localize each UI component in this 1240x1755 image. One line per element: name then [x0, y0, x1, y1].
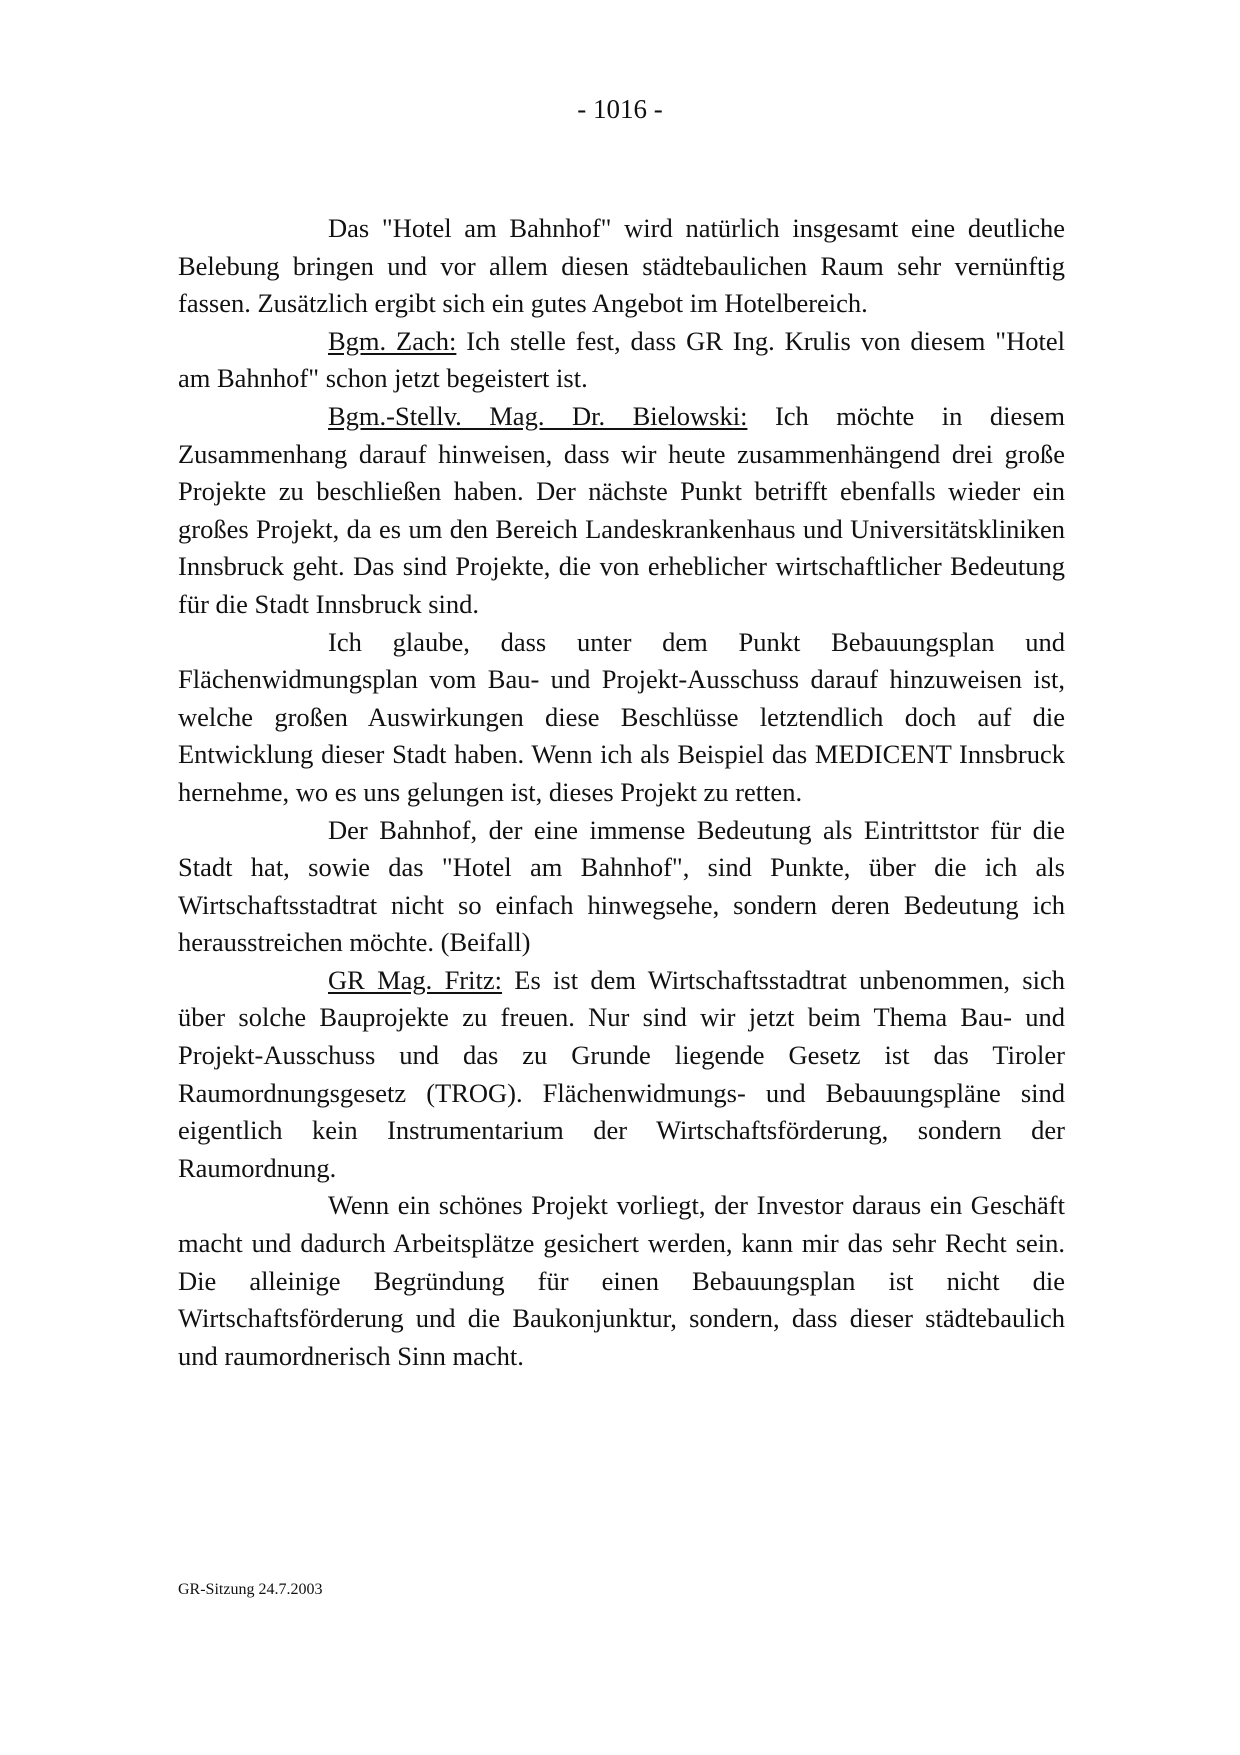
- paragraph-text: Wenn ein schönes Projekt vorliegt, der Investor daraus ein Geschäft macht und dadurch Arbeitsplätze gesichert werden, kann mir das sehr Recht sein. Die alleinige Begründung für einen Bebauungsplan ist nicht die Wirtschaftsförderung und die Baukonjunktur, sondern, dass dieser städtebaulich und raumordnerisch Sinn macht.: [178, 1190, 1065, 1371]
- paragraph: [178, 210, 1065, 323]
- speaker-name: GR Mag. Fritz:: [328, 964, 502, 995]
- document-body: [178, 210, 1065, 1375]
- page-footer: GR-Sitzung 24.7.2003: [178, 1581, 323, 1598]
- page-number: - 1016 -: [577, 94, 663, 124]
- paragraph: [178, 1187, 1065, 1375]
- paragraph-text: Der Bahnhof, der eine immense Bedeutung als Eintrittstor für die Stadt hat, sowie das "Hotel am Bahnhof", sind Punkte, über die ich als Wirtschaftsstadtrat nicht so einfach hinwegsehe, sondern deren Bedeutung ich herausstreichen möchte. (Beifall): [178, 814, 1065, 958]
- speaker-name: Bgm. Zach:: [328, 325, 457, 356]
- paragraph: [178, 962, 1065, 1188]
- paragraph-text: Ich möchte in diesem Zusammenhang darauf hinweisen, dass wir heute zusammenhängend drei große Projekte zu beschließen haben. Der nächste Punkt betrifft ebenfalls wieder ein großes Projekt, da es um den Bereich Landeskrankenhaus und Universitätskliniken Innsbruck geht. Das sind Projekte, die von erheblicher wirtschaftlicher Bedeutung für die Stadt Innsbruck sind.: [178, 400, 1065, 619]
- paragraph: [178, 624, 1065, 812]
- paragraph: [178, 398, 1065, 624]
- paragraph: [178, 812, 1065, 962]
- paragraph-text: Das "Hotel am Bahnhof" wird natürlich insgesamt eine deutliche Belebung bringen und vor allem diesen städtebaulichen Raum sehr vernünftig fassen. Zusätzlich ergibt sich ein gutes Angebot im Hotelbereich.: [178, 213, 1065, 319]
- paragraph: [178, 323, 1065, 398]
- paragraph-text: Ich stelle fest, dass GR Ing. Krulis von diesem "Hotel am Bahnhof" schon jetzt begeistert ist.: [178, 325, 1065, 394]
- speaker-name: Bgm.-Stellv. Mag. Dr. Bielowski:: [328, 400, 748, 431]
- paragraph-text: Es ist dem Wirtschaftsstadtrat unbenommen, sich über solche Bauprojekte zu freuen. Nur sind wir jetzt beim Thema Bau- und Projekt-Ausschuss und das zu Grunde liegende Gesetz ist das Tiroler Raumordnungsgesetz (TROG). Flächenwidmungs- und Bebauungspläne sind eigentlich kein Instrumentarium der Wirtschaftsförderung, sondern der Raumordnung.: [178, 964, 1065, 1183]
- paragraph-text: Ich glaube, dass unter dem Punkt Bebauungsplan und Flächenwidmungsplan vom Bau- und Projekt-Ausschuss darauf hinzuweisen ist, welche großen Auswirkungen diese Beschlüsse letztendlich doch auf die Entwicklung dieser Stadt haben. Wenn ich als Beispiel das MEDICENT Innsbruck hernehme, wo es uns gelungen ist, dieses Projekt zu retten.: [178, 626, 1065, 807]
